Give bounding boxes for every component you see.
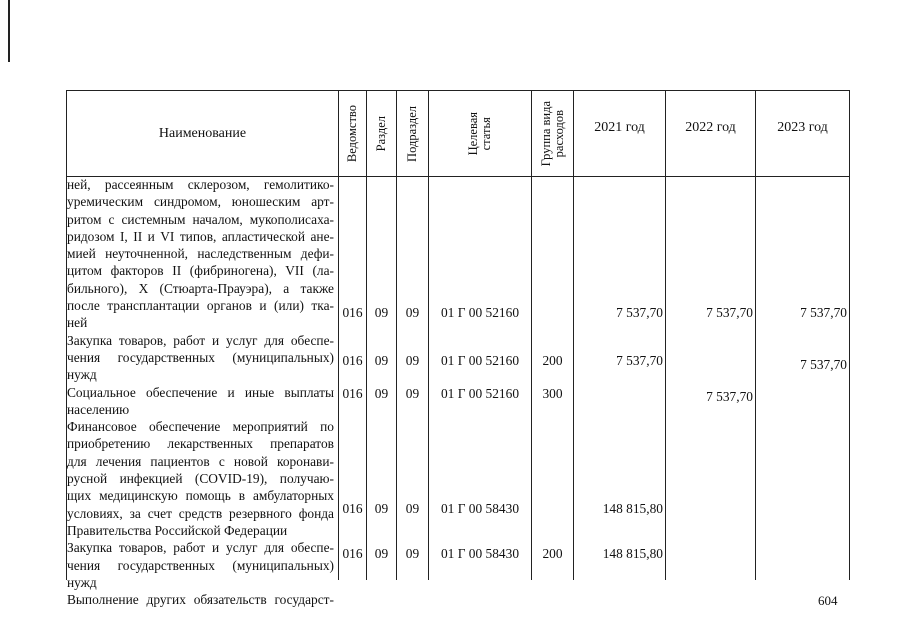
cell-department: 016: [342, 546, 363, 561]
header-expense-group: Группа вида расходов: [538, 101, 566, 167]
cell-target-article: 01 Г 00 58430: [440, 501, 520, 516]
cell-target-article: 01 Г 00 52160: [440, 305, 520, 320]
text-line: бильного), X (Стюарта-Прауэра), а также: [67, 280, 334, 296]
text-line: щих медицинскую помощь в амбулаторных: [67, 488, 334, 504]
text-line: чения государственных (муниципальных): [67, 557, 334, 573]
table-top-border: [66, 90, 850, 91]
text-line: уремическим синдромом, юношеским арт-: [67, 194, 334, 210]
cell-2021: 148 815,80: [602, 546, 663, 561]
cell-expense-group: 200: [542, 353, 563, 368]
text-line: Закупка товаров, работ и услуг для обеспе-: [67, 540, 334, 556]
cell-expense-group: 200: [542, 546, 563, 561]
text-line: ритом с системным началом, мукополисаха-: [67, 211, 334, 227]
text-line: ней: [67, 315, 88, 331]
name-column-text: [67, 176, 334, 608]
page-number: 604: [818, 593, 838, 608]
col-border: [849, 90, 850, 580]
header-department: Ведомство: [345, 105, 359, 163]
text-line: для лечения пациентов с новой коронави-: [67, 453, 334, 469]
cell-target-article: 01 Г 00 58430: [440, 546, 520, 561]
text-line: мией неуточненной, наследственным дефи-: [67, 246, 334, 262]
text-line: чения государственных (муниципальных): [67, 349, 334, 365]
cell-2021: 7 537,70: [616, 353, 663, 368]
cell-2022: 7 537,70: [706, 305, 753, 320]
text-line: после трансплантации органов и (или) тка-: [67, 298, 334, 314]
cell-subsection: 09: [405, 386, 420, 401]
cell-2021: 148 815,80: [602, 501, 663, 516]
cell-section: 09: [374, 546, 389, 561]
text-line: ридозом I, II и VI типов, апластической ане-: [67, 228, 334, 244]
text-line: ней, рассеянным склерозом, гемолитико-: [67, 177, 334, 192]
text-line: нужд: [67, 574, 97, 590]
text-line: Закупка товаров, работ и услуг для обеспе-: [67, 332, 334, 348]
cell-department: 016: [342, 305, 363, 320]
cell-subsection: 09: [405, 305, 420, 320]
cell-department: 016: [342, 353, 363, 368]
cell-expense-group: 300: [542, 386, 563, 401]
text-line: русной инфекцией (COVID-19), получаю-: [67, 471, 334, 487]
cell-subsection: 09: [405, 353, 420, 368]
header-name: Наименование: [158, 126, 247, 141]
cell-target-article: 01 Г 00 52160: [440, 353, 520, 368]
binding-mark: [8, 0, 10, 62]
cell-department: 016: [342, 386, 363, 401]
cell-2021: 7 537,70: [616, 305, 663, 320]
cell-2022: 7 537,70: [706, 389, 753, 404]
cell-subsection: 09: [405, 501, 420, 516]
cell-target-article: 01 Г 00 52160: [440, 386, 520, 401]
text-line: нужд: [67, 367, 97, 383]
cell-department: 016: [342, 501, 363, 516]
cell-section: 09: [374, 353, 389, 368]
text-line: Социальное обеспечение и иные выплаты: [67, 384, 334, 400]
header-2021: 2021 год: [594, 120, 645, 135]
header-subsection: Подраздел: [405, 106, 419, 162]
header-2023: 2023 год: [777, 120, 828, 135]
cell-section: 09: [374, 386, 389, 401]
cell-2023: 7 537,70: [800, 305, 847, 320]
cell-section: 09: [374, 501, 389, 516]
text-line: приобретению лекарственных препаратов: [67, 436, 334, 452]
text-line: цитом факторов II (фибриногена), VII (ла-: [67, 263, 334, 279]
text-line: Правительства Российской Федерации: [67, 522, 288, 538]
text-line: Выполнение других обязательств государст-: [67, 592, 334, 608]
header-2022: 2022 год: [685, 120, 736, 135]
cell-2023: 7 537,70: [800, 357, 847, 372]
cell-section: 09: [374, 305, 389, 320]
cell-subsection: 09: [405, 546, 420, 561]
header-target-article: Целевая статья: [466, 112, 493, 156]
text-line: населению: [67, 401, 130, 417]
text-line: Финансовое обеспечение мероприятий по: [67, 419, 334, 435]
text-line: условиях, за счет средств резервного фонда: [67, 505, 334, 521]
header-section: Раздел: [374, 116, 388, 152]
